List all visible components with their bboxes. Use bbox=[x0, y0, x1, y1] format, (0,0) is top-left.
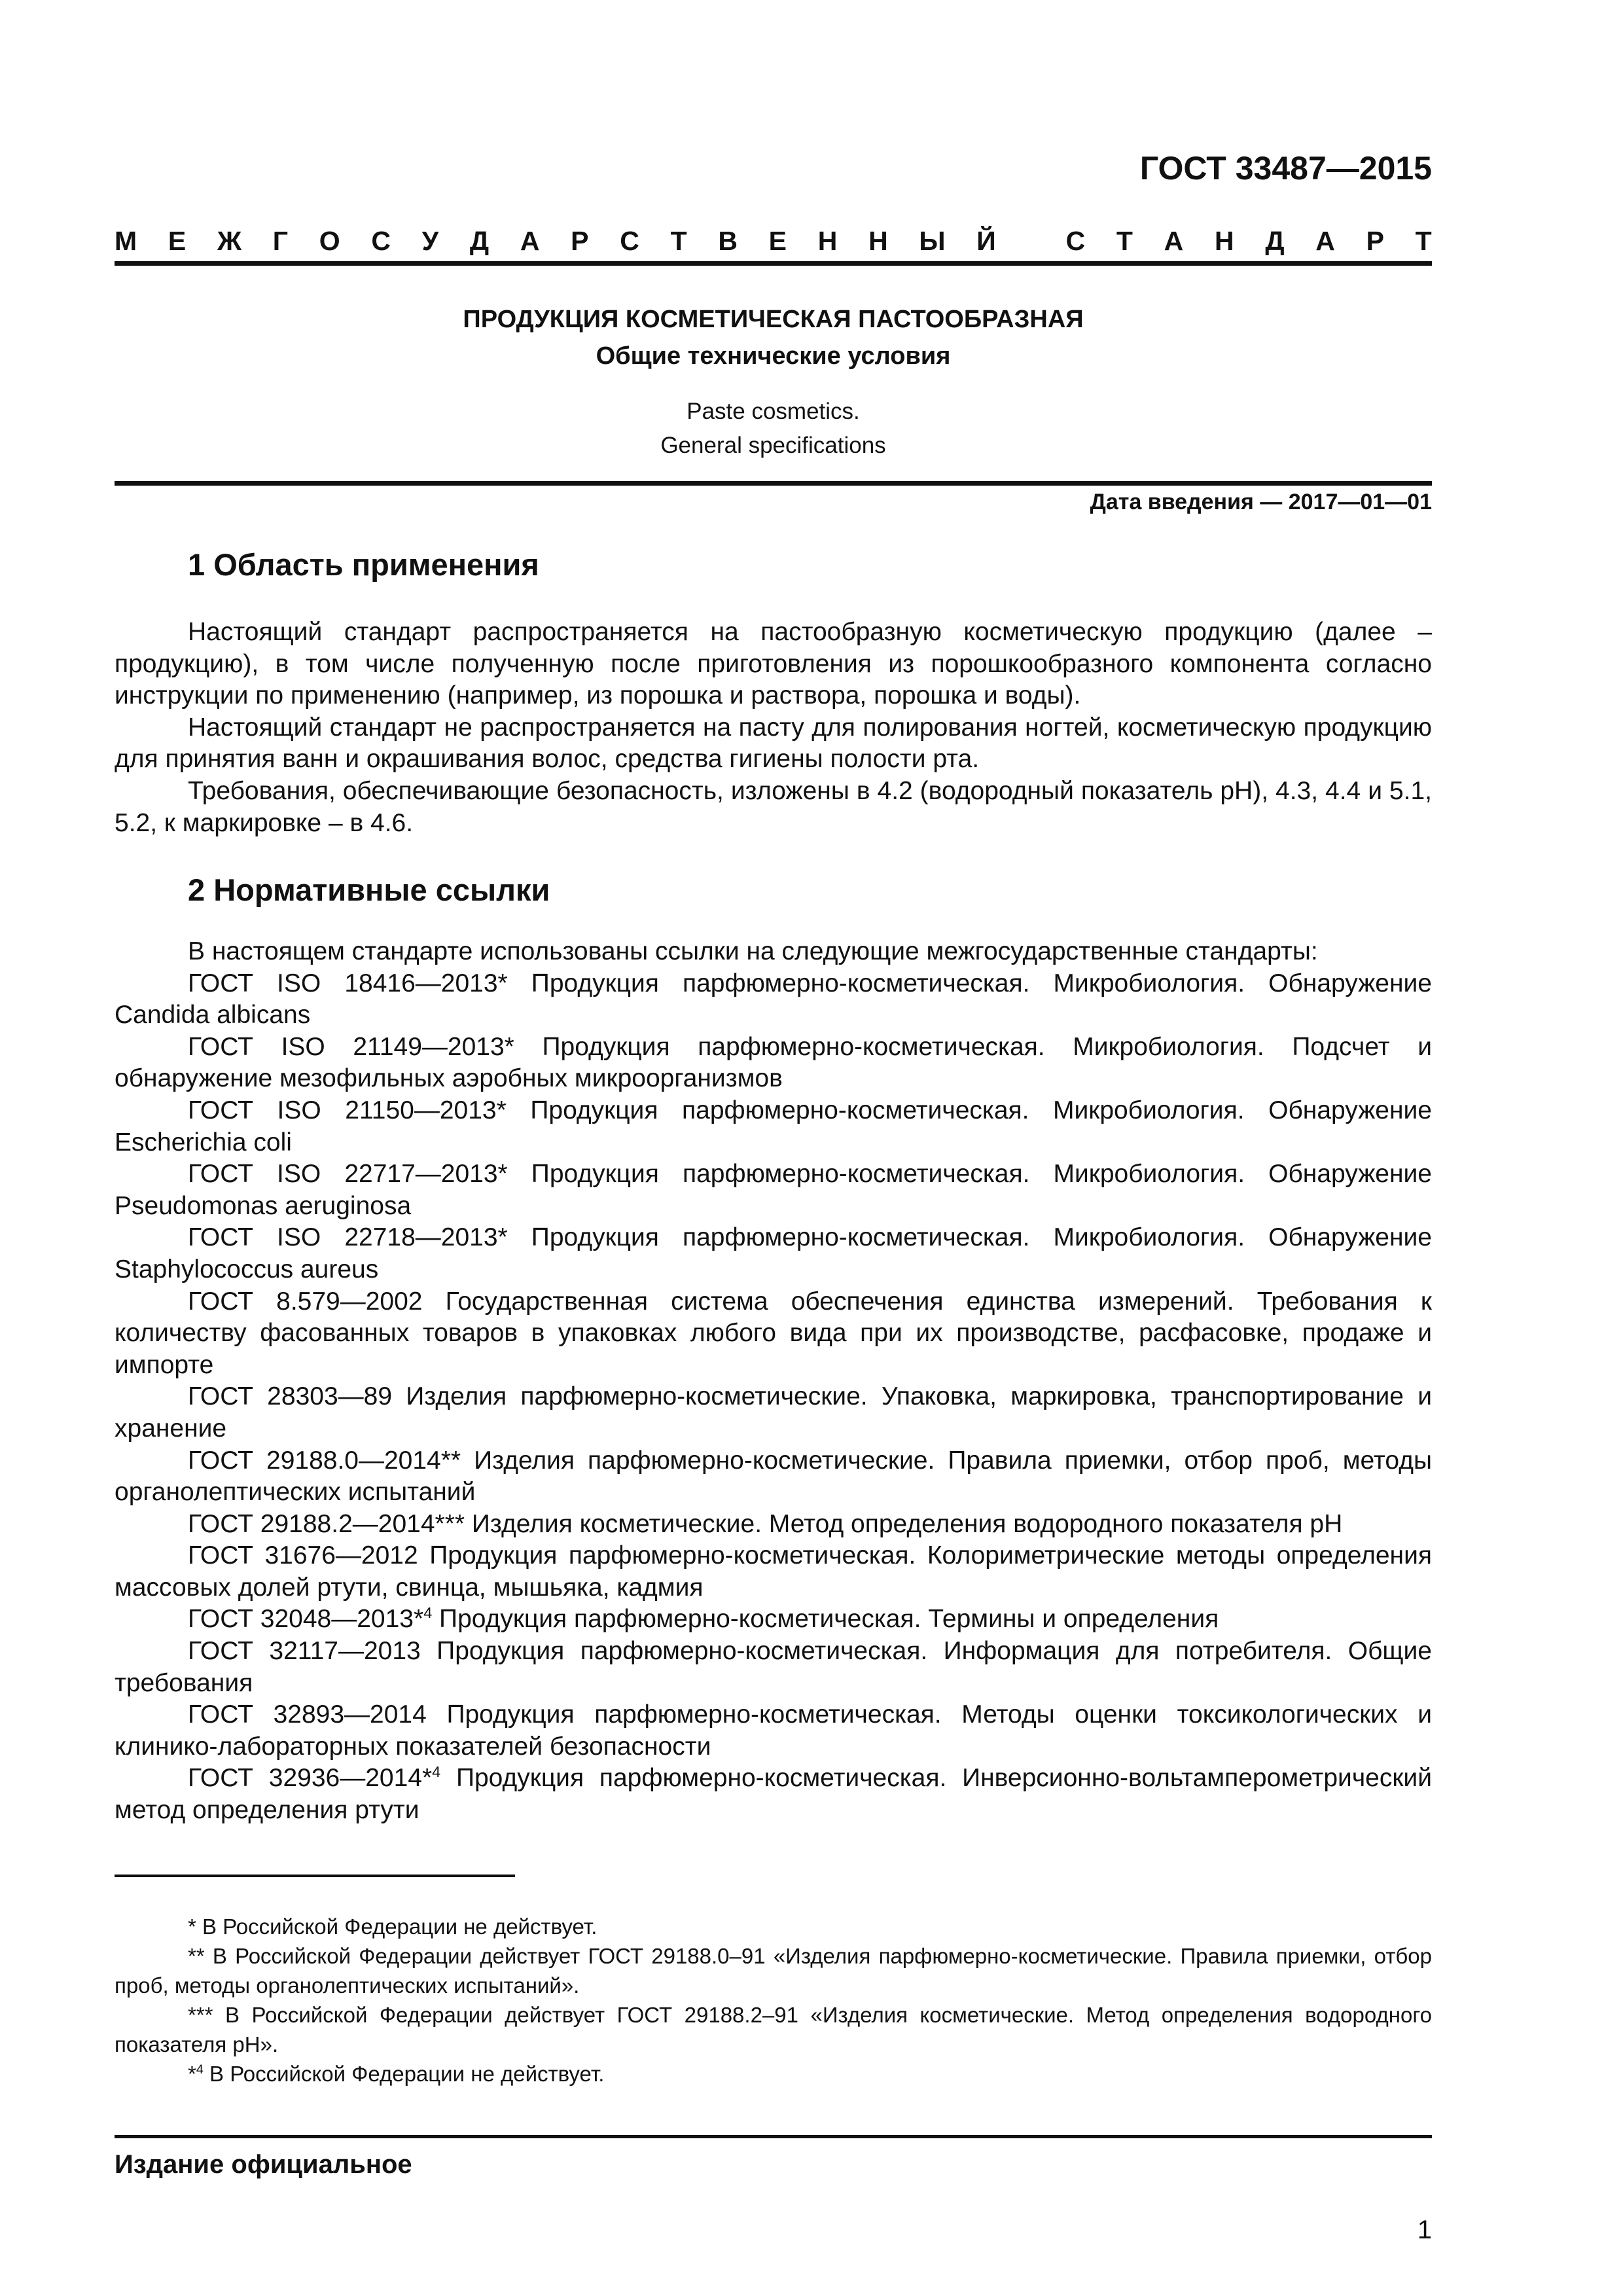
footnote bbox=[115, 1912, 1432, 1941]
label-letter: С bbox=[371, 226, 391, 256]
page-number: 1 bbox=[1417, 2215, 1432, 2244]
section-1-paragraph: Требования, обеспечивающие безопасность, изложены в 4.2 (водородный показатель pH), 4.3, 4.4 и 5.1, 5.2, к маркировке – в 4.6. bbox=[115, 776, 1432, 837]
footnote-text: В Российской Федерации действует ГОСТ 29188.2–91 «Изделия косметические. Метод определения водородного показателя pH». bbox=[115, 2003, 1432, 2056]
label-letter: Т bbox=[670, 226, 687, 256]
footnote-text: В Российской Федерации действует ГОСТ 29188.0–91 «Изделия парфюмерно-косметические. Правила приемки, отбор проб, методы органолептических испытаний». bbox=[115, 1944, 1432, 1998]
normative-reference bbox=[115, 1031, 1432, 1095]
reference-code: ГОСТ 28303—89 bbox=[188, 1382, 393, 1411]
footnote-marker: * bbox=[188, 2062, 196, 2086]
label-letter: А bbox=[520, 226, 540, 256]
label-letter: Р bbox=[1366, 226, 1384, 256]
label-letter: С bbox=[620, 226, 639, 256]
reference-code: ГОСТ 32936—2014* bbox=[188, 1764, 433, 1793]
normative-reference bbox=[115, 1286, 1432, 1382]
reference-title: Продукция парфюмерно-косметическая. Микробиология. Подсчет и обнаружение мезофильных аэробных микроорганизмов bbox=[115, 1032, 1432, 1093]
reference-title: Изделия косметические. Метод определения водородного показателя pH bbox=[465, 1509, 1343, 1538]
normative-reference bbox=[115, 1095, 1432, 1158]
normative-reference bbox=[115, 968, 1432, 1031]
section-1-heading: 1 Область применения bbox=[188, 547, 539, 582]
label-letter: Н bbox=[817, 226, 838, 256]
title-rule bbox=[115, 481, 1432, 486]
footnote-marker-sup: 4 bbox=[196, 2062, 204, 2077]
label-letter: А bbox=[1164, 226, 1184, 256]
label-letter: Д bbox=[469, 226, 490, 256]
reference-title: Изделия парфюмерно-косметические. Правила приемки, отбор проб, методы органолептических испытаний bbox=[115, 1446, 1432, 1507]
label-letter: Ы bbox=[919, 226, 946, 256]
label-letter: А bbox=[1315, 226, 1335, 256]
reference-code: ГОСТ ISO 21149—2013* bbox=[188, 1032, 514, 1061]
reference-code: ГОСТ 29188.2—2014*** bbox=[188, 1509, 465, 1538]
label-letter: Й bbox=[976, 226, 996, 256]
reference-title: Продукция парфюмерно-косметическая. Термины и определения bbox=[432, 1605, 1219, 1634]
reference-code: ГОСТ 31676—2012 bbox=[188, 1541, 418, 1570]
footnote-mark: 4 bbox=[423, 1604, 433, 1622]
interstate-standard-label bbox=[115, 226, 1432, 257]
normative-reference bbox=[115, 1636, 1432, 1699]
footnote-text: В Российской Федерации не действует. bbox=[203, 2062, 605, 2086]
reference-title: Продукция парфюмерно-косметическая. Методы оценки токсикологических и клинико-лабораторных показателей безопасности bbox=[115, 1700, 1432, 1761]
normative-reference bbox=[115, 1763, 1432, 1826]
section-2-intro: В настоящем стандарте использованы ссылки на следующие межгосударственные стандарты: bbox=[188, 937, 1318, 965]
reference-code: ГОСТ 29188.0—2014** bbox=[188, 1446, 461, 1475]
reference-code: ГОСТ 32048—2013* bbox=[188, 1605, 424, 1634]
reference-title: Продукция парфюмерно-косметическая. Информация для потребителя. Общие требования bbox=[115, 1637, 1432, 1697]
footnote-marker: * bbox=[188, 1914, 196, 1939]
label-letter: Е bbox=[768, 226, 787, 256]
official-edition-label: Издание официальное bbox=[115, 2150, 412, 2179]
label-letter: Е bbox=[168, 226, 187, 256]
reference-code: ГОСТ ISO 21150—2013* bbox=[188, 1096, 507, 1124]
footnote-text: В Российской Федерации не действует. bbox=[196, 1914, 597, 1939]
label-letter: В bbox=[718, 226, 738, 256]
footnote-marker: ** bbox=[188, 1944, 205, 1968]
title-subtitle: Общие технические условия bbox=[596, 342, 951, 370]
section-1-paragraph: Настоящий стандарт не распространяется на пасту для полирования ногтей, косметическую продукцию для принятия ванн и окрашивания волос, средства гигиены полости рта. bbox=[115, 713, 1432, 774]
title-main: ПРОДУКЦИЯ КОСМЕТИЧЕСКАЯ ПАСТООБРАЗНАЯ bbox=[463, 306, 1084, 333]
reference-title: Продукция парфюмерно-косметическая. Микробиология. Обнаружение Pseudomonas aeruginosa bbox=[115, 1160, 1432, 1220]
label-letter: Ж bbox=[217, 226, 242, 256]
reference-code: ГОСТ 32893—2014 bbox=[188, 1700, 427, 1729]
footnote-marker: *** bbox=[188, 2003, 213, 2027]
reference-code: ГОСТ ISO 18416—2013* bbox=[188, 969, 508, 997]
reference-title: Продукция парфюмерно-косметическая. Микробиология. Обнаружение Staphylococcus aureus bbox=[115, 1223, 1432, 1283]
footnote bbox=[115, 1941, 1432, 2000]
reference-code: ГОСТ ISO 22717—2013* bbox=[188, 1160, 508, 1189]
label-letter: М bbox=[115, 226, 137, 256]
footnote bbox=[115, 2059, 1432, 2089]
label-letter: Т bbox=[1415, 226, 1432, 256]
reference-code: ГОСТ ISO 22718—2013* bbox=[188, 1223, 508, 1252]
reference-title: Изделия парфюмерно-косметические. Упаковка, маркировка, транспортирование и хранение bbox=[115, 1382, 1433, 1443]
normative-reference bbox=[115, 1604, 1432, 1636]
section-1-paragraph: Настоящий стандарт распространяется на пастообразную косметическую продукцию (далее – продукцию), в том числе полученную после приготовления из порошкообразного компонента согласно инструкции по применению (например, из порошка и раствора, порошка и воды). bbox=[115, 618, 1432, 710]
standard-number: ГОСТ 33487—2015 bbox=[1139, 150, 1432, 187]
section-1-body bbox=[115, 617, 1432, 839]
reference-code: ГОСТ 32117—2013 bbox=[188, 1637, 421, 1666]
reference-title: Продукция парфюмерно-косметическая. Инверсионно-вольтамперометрический метод определения ртути bbox=[115, 1764, 1432, 1825]
normative-reference bbox=[115, 1158, 1432, 1222]
footnotes bbox=[115, 1912, 1432, 2089]
label-letter: Т bbox=[1116, 226, 1133, 256]
document-title bbox=[115, 301, 1432, 374]
label-space bbox=[1027, 226, 1034, 257]
reference-title: Продукция парфюмерно-косметическая. Микробиология. Обнаружение Escherichia coli bbox=[115, 1096, 1432, 1157]
label-letter: Р bbox=[571, 226, 589, 256]
footnote bbox=[115, 2000, 1432, 2059]
normative-reference bbox=[115, 1381, 1432, 1444]
label-letter: Д bbox=[1265, 226, 1285, 256]
label-letter: Н bbox=[1214, 226, 1234, 256]
normative-reference bbox=[115, 1445, 1432, 1509]
english-title-sub: General specifications bbox=[660, 433, 886, 458]
label-letter: С bbox=[1065, 226, 1086, 256]
reference-title: Продукция парфюмерно-косметическая. Колориметрические методы определения массовых долей ртути, свинца, мышьяка, кадмия bbox=[115, 1541, 1432, 1602]
footnote-separator bbox=[115, 1874, 515, 1877]
label-letter: Г bbox=[272, 226, 288, 256]
section-2-body bbox=[115, 936, 1432, 1827]
footnote-mark: 4 bbox=[432, 1763, 441, 1781]
header-rule bbox=[115, 261, 1432, 266]
section-2-heading: 2 Нормативные ссылки bbox=[188, 872, 550, 907]
normative-reference bbox=[115, 1699, 1432, 1763]
normative-reference bbox=[115, 1540, 1432, 1604]
label-letter: О bbox=[319, 226, 340, 256]
introduction-date: Дата введения — 2017—01—01 bbox=[1090, 490, 1432, 514]
normative-reference bbox=[115, 1222, 1432, 1285]
english-title-main: Paste cosmetics. bbox=[687, 399, 860, 424]
normative-reference bbox=[115, 1509, 1432, 1541]
reference-title: Продукция парфюмерно-косметическая. Микробиология. Обнаружение Candida albicans bbox=[115, 969, 1432, 1030]
reference-title: Государственная система обеспечения единства измерений. Требования к количеству фасованных товаров в упаковках любого вида при их производстве, расфасовке, продаже и импорте bbox=[115, 1287, 1432, 1379]
label-letter: У bbox=[421, 226, 439, 256]
english-title bbox=[115, 395, 1432, 463]
reference-code: ГОСТ 8.579—2002 bbox=[188, 1287, 423, 1316]
footer-rule bbox=[115, 2135, 1432, 2138]
label-letter: Н bbox=[868, 226, 888, 256]
